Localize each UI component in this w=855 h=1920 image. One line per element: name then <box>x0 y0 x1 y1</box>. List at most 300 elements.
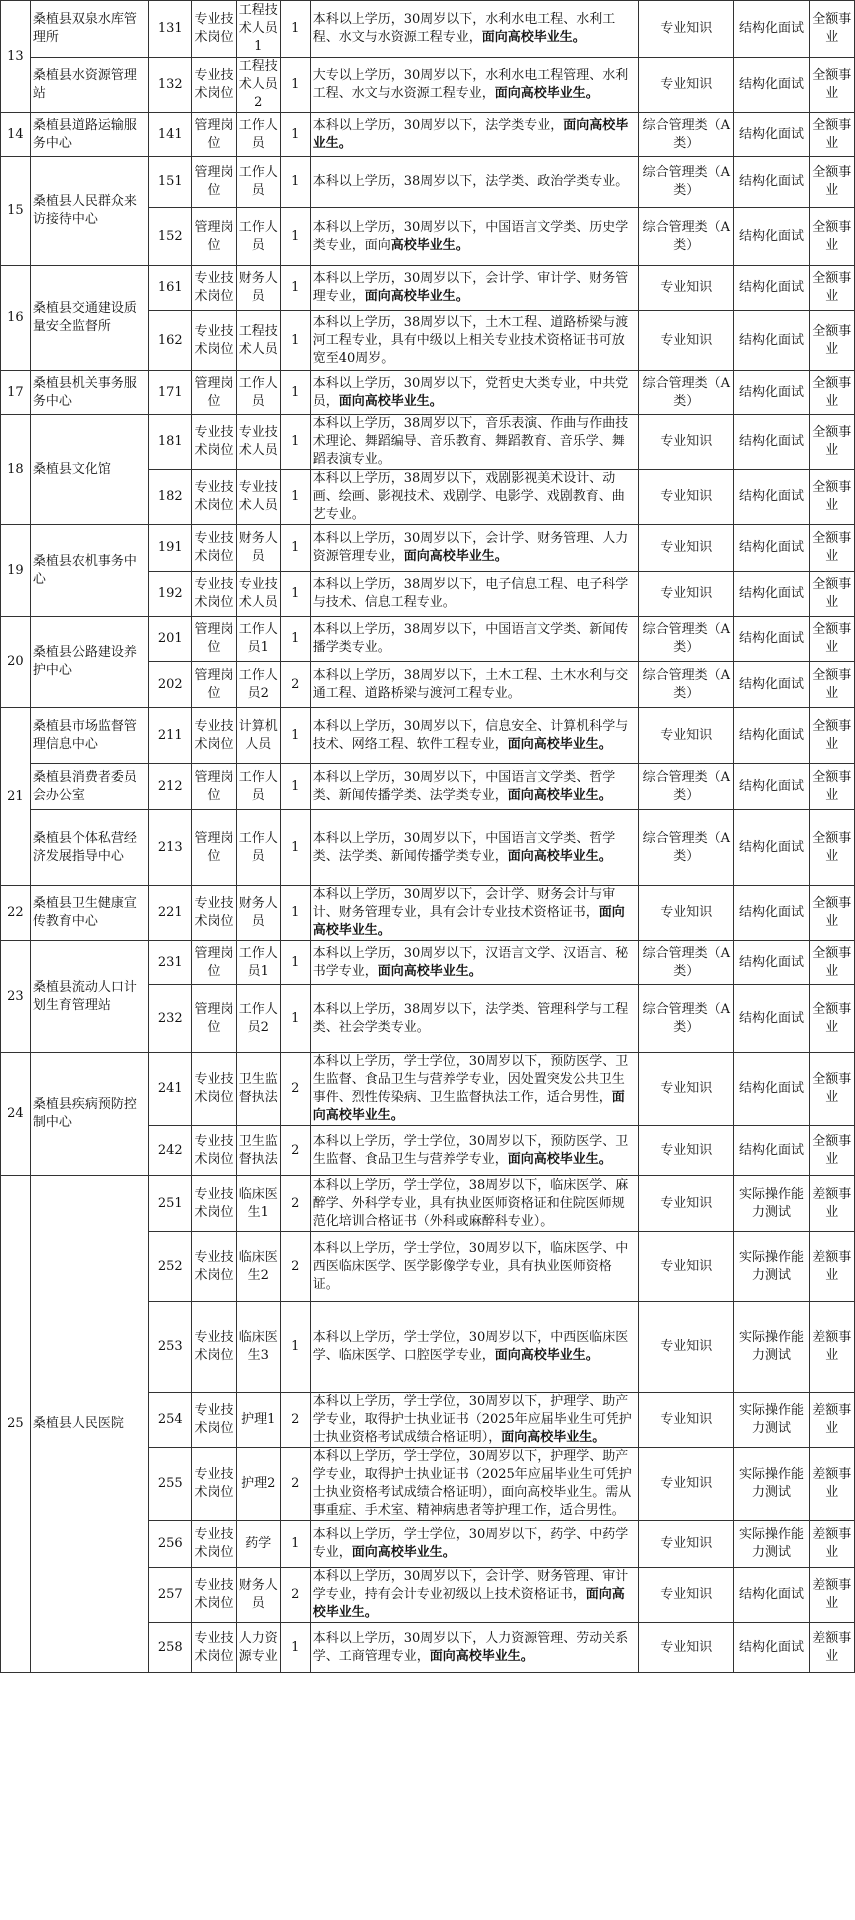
funding-type-cell: 全额事业 <box>809 1 854 58</box>
position-code-cell: 231 <box>149 941 192 985</box>
headcount-cell: 1 <box>280 58 310 113</box>
exam-subject-cell: 综合管理类（A 类） <box>639 113 734 157</box>
exam-subject-cell: 综合管理类（A 类） <box>639 157 734 208</box>
requirements-text: 本科以上学历，30周岁以下，党哲史大类专业，中共党员， <box>312 375 629 409</box>
interview-method-cell: 结构化面试 <box>734 113 809 157</box>
exam-subject-cell: 专业知识 <box>639 311 734 371</box>
requirements-text: 大专以上学历，30周岁以下，水利水电工程管理、水利工程、水文与水资源工程专业， <box>312 68 629 101</box>
position-name-cell: 护理1 <box>236 1393 280 1448</box>
requirements-cell <box>310 1393 639 1448</box>
headcount-cell: 1 <box>280 525 310 572</box>
requirements-emphasis: 面向高校毕业生。 <box>501 1430 606 1445</box>
table-row <box>1 415 855 470</box>
unit-name-cell: 桑植县文化馆 <box>30 415 148 525</box>
exam-subject-cell: 专业知识 <box>639 1623 734 1673</box>
requirements-emphasis: 面向高校毕业生。 <box>312 1090 625 1123</box>
requirements-emphasis: 面向高校毕业生。 <box>429 1648 534 1664</box>
requirements-cell <box>310 208 639 266</box>
position-name-cell: 工作人员1 <box>236 617 280 662</box>
requirements-emphasis: 面向高校毕业生。 <box>507 736 612 752</box>
requirements-emphasis: 面向高校毕业生。 <box>338 393 443 409</box>
unit-name-cell: 桑植县道路运输服务中心 <box>30 113 148 157</box>
requirements-text: 本科以上学历，30周岁以下，法学类专业， <box>312 117 564 133</box>
requirements-text: 本科以上学历，30周岁以下，中国语言文学类、哲学类、法学类、新闻传播学类专业， <box>312 830 616 864</box>
headcount-cell: 2 <box>280 1393 310 1448</box>
group-number-cell: 20 <box>1 617 31 708</box>
table-row <box>1 113 855 157</box>
group-number-cell: 13 <box>1 1 31 113</box>
position-name-cell: 工作人员 <box>236 764 280 810</box>
position-category-cell: 管理岗位 <box>192 810 236 886</box>
position-code-cell: 162 <box>149 311 192 371</box>
position-category-cell: 专业技术岗位 <box>192 415 236 470</box>
requirements-cell <box>310 941 639 985</box>
headcount-cell: 1 <box>280 113 310 157</box>
requirements-text: 本科以上学历，30周岁以下，信息安全、计算机科学与技术、网络工程、软件工程专业， <box>312 718 629 752</box>
position-name-cell: 工作人员2 <box>236 985 280 1053</box>
interview-method-cell: 结构化面试 <box>734 662 809 708</box>
headcount-cell: 1 <box>280 886 310 941</box>
requirements-cell <box>310 1302 639 1393</box>
exam-subject-cell: 专业知识 <box>639 1521 734 1568</box>
position-name-cell: 工作人员2 <box>236 662 280 708</box>
group-number-cell: 19 <box>1 525 31 617</box>
position-category-cell: 专业技术岗位 <box>192 572 236 617</box>
interview-method-cell: 结构化面试 <box>734 985 809 1053</box>
position-category-cell: 专业技术岗位 <box>192 58 236 113</box>
requirements-text: 本科以上学历，学士学位，30周岁以下，护理学、助产学专业，取得护士执业证书（2025年应届毕业生可凭护士执业资格考试成绩合格证明）， <box>312 1394 632 1445</box>
requirements-cell <box>310 1176 639 1232</box>
funding-type-cell: 全额事业 <box>809 58 854 113</box>
position-code-cell: 211 <box>149 708 192 764</box>
position-name-cell: 工作人员1 <box>236 941 280 985</box>
interview-method-cell: 实际操作能力测试 <box>734 1176 809 1232</box>
interview-method-cell: 结构化面试 <box>734 311 809 371</box>
headcount-cell: 1 <box>280 764 310 810</box>
requirements-text: 本科以上学历，38周岁以下，土木工程、道路桥梁与渡河工程专业，具有中级以上相关专业技术资格证书可放宽至40周岁。 <box>312 314 629 366</box>
position-code-cell: 202 <box>149 662 192 708</box>
funding-type-cell: 全额事业 <box>809 941 854 985</box>
requirements-text: 本科以上学历，38周岁以下，土木工程、土木水利与交通工程、道路桥梁与渡河工程专业。 <box>312 667 629 701</box>
position-name-cell: 专业技术人员 <box>236 415 280 470</box>
requirements-cell <box>310 617 639 662</box>
requirements-text: 本科以上学历，30周岁以下，中国语言文学类、哲学类、新闻传播学类、法学类专业， <box>312 769 616 803</box>
interview-method-cell: 实际操作能力测试 <box>734 1302 809 1393</box>
exam-subject-cell: 专业知识 <box>639 470 734 525</box>
interview-method-cell: 结构化面试 <box>734 617 809 662</box>
funding-type-cell: 全额事业 <box>809 311 854 371</box>
position-category-cell: 专业技术岗位 <box>192 1176 236 1232</box>
funding-type-cell: 全额事业 <box>809 617 854 662</box>
position-code-cell: 257 <box>149 1568 192 1623</box>
interview-method-cell: 结构化面试 <box>734 157 809 208</box>
position-code-cell: 191 <box>149 525 192 572</box>
table-row <box>1 1 855 58</box>
requirements-emphasis: 面向高校毕业生。 <box>312 117 629 151</box>
position-name-cell: 财务人员 <box>236 266 280 311</box>
position-category-cell: 专业技术岗位 <box>192 1302 236 1393</box>
position-category-cell: 管理岗位 <box>192 208 236 266</box>
position-category-cell: 专业技术岗位 <box>192 266 236 311</box>
requirements-cell <box>310 371 639 415</box>
funding-type-cell: 全额事业 <box>809 985 854 1053</box>
headcount-cell: 1 <box>280 157 310 208</box>
table-row <box>1 58 855 113</box>
interview-method-cell: 结构化面试 <box>734 708 809 764</box>
unit-name-cell: 桑植县流动人口计划生育管理站 <box>30 941 148 1053</box>
table-row <box>1 157 855 208</box>
funding-type-cell: 全额事业 <box>809 1126 854 1176</box>
requirements-text: 本科以上学历，38周岁以下，戏剧影视美术设计、动画、绘画、影视技术、戏剧学、电影学、戏剧教育、曲艺专业。 <box>312 471 625 522</box>
position-code-cell: 132 <box>149 58 192 113</box>
interview-method-cell: 结构化面试 <box>734 810 809 886</box>
unit-name-cell: 桑植县公路建设养护中心 <box>30 617 148 708</box>
position-category-cell: 管理岗位 <box>192 662 236 708</box>
position-category-cell: 专业技术岗位 <box>192 525 236 572</box>
funding-type-cell: 全额事业 <box>809 266 854 311</box>
funding-type-cell: 全额事业 <box>809 764 854 810</box>
headcount-cell: 1 <box>280 415 310 470</box>
position-code-cell: 258 <box>149 1623 192 1673</box>
exam-subject-cell: 综合管理类（A 类） <box>639 764 734 810</box>
unit-name-cell: 桑植县人民群众来访接待中心 <box>30 157 148 266</box>
requirements-text: 本科以上学历，38周岁以下，音乐表演、作曲与作曲技术理论、舞蹈编导、音乐教育、舞蹈教育、音乐学、舞蹈表演专业。 <box>312 416 629 467</box>
group-number-cell: 22 <box>1 886 31 941</box>
position-code-cell: 151 <box>149 157 192 208</box>
requirements-emphasis: 面向高校毕业生。 <box>351 1545 456 1560</box>
exam-subject-cell: 专业知识 <box>639 1568 734 1623</box>
position-name-cell: 临床医生3 <box>236 1302 280 1393</box>
requirements-cell <box>310 58 639 113</box>
requirements-text: 本科以上学历，学士学位，30周岁以下，中西医临床医学、临床医学、口腔医学专业， <box>312 1330 629 1363</box>
requirements-text: 本科以上学历，38周岁以下，中国语言文学类、新闻传播学类专业。 <box>312 622 629 655</box>
exam-subject-cell: 专业知识 <box>639 415 734 470</box>
position-code-cell: 161 <box>149 266 192 311</box>
interview-method-cell: 结构化面试 <box>734 470 809 525</box>
exam-subject-cell: 综合管理类（A 类） <box>639 371 734 415</box>
requirements-text: 本科以上学历，30周岁以下，人力资源管理、劳动关系学、工商管理专业， <box>312 1630 629 1664</box>
position-code-cell: 242 <box>149 1126 192 1176</box>
position-code-cell: 253 <box>149 1302 192 1393</box>
funding-type-cell: 全额事业 <box>809 572 854 617</box>
position-category-cell: 专业技术岗位 <box>192 1448 236 1521</box>
position-category-cell: 专业技术岗位 <box>192 886 236 941</box>
position-name-cell: 工程技术人员1 <box>236 1 280 58</box>
position-category-cell: 管理岗位 <box>192 985 236 1053</box>
interview-method-cell: 结构化面试 <box>734 886 809 941</box>
funding-type-cell: 差额事业 <box>809 1448 854 1521</box>
unit-name-cell: 桑植县双泉水库管理所 <box>30 1 148 58</box>
unit-name-cell: 桑植县农机事务中心 <box>30 525 148 617</box>
position-name-cell: 人力资源专业 <box>236 1623 280 1673</box>
headcount-cell: 1 <box>280 708 310 764</box>
exam-subject-cell: 专业知识 <box>639 1232 734 1302</box>
requirements-text: 本科以上学历，30周岁以下，汉语言文学、汉语言、秘书学专业， <box>312 945 629 979</box>
funding-type-cell: 差额事业 <box>809 1521 854 1568</box>
funding-type-cell: 差额事业 <box>809 1623 854 1673</box>
exam-subject-cell: 专业知识 <box>639 1393 734 1448</box>
position-name-cell: 财务人员 <box>236 525 280 572</box>
requirements-text: 本科以上学历，学士学位，30周岁以下，临床医学、中西医临床医学、医学影像学专业，具有执业医师资格证。 <box>312 1240 629 1292</box>
table-body <box>1 1 855 1673</box>
interview-method-cell: 结构化面试 <box>734 1 809 58</box>
requirements-emphasis: 面向高校毕业生。 <box>312 905 625 938</box>
requirements-text: 本科以上学历，38周岁以下，法学类、管理科学与工程类、社会学类专业。 <box>312 1001 629 1035</box>
position-code-cell: 181 <box>149 415 192 470</box>
requirements-emphasis: 面向高校毕业生。 <box>507 1151 612 1167</box>
exam-subject-cell: 专业知识 <box>639 1 734 58</box>
position-name-cell: 卫生监督执法 <box>236 1126 280 1176</box>
requirements-cell <box>310 1521 639 1568</box>
requirements-emphasis: 高校毕业生。 <box>390 237 469 253</box>
requirements-text: 本科以上学历，30周岁以下，会计学、审计学、财务管理专业， <box>312 271 629 304</box>
position-name-cell: 临床医生1 <box>236 1176 280 1232</box>
exam-subject-cell: 综合管理类（A 类） <box>639 810 734 886</box>
position-code-cell: 213 <box>149 810 192 886</box>
interview-method-cell: 结构化面试 <box>734 208 809 266</box>
unit-name-cell: 桑植县疾病预防控制中心 <box>30 1053 148 1176</box>
headcount-cell: 1 <box>280 810 310 886</box>
requirements-cell <box>310 662 639 708</box>
position-code-cell: 251 <box>149 1176 192 1232</box>
funding-type-cell: 全额事业 <box>809 113 854 157</box>
position-category-cell: 专业技术岗位 <box>192 311 236 371</box>
position-name-cell: 工作人员 <box>236 208 280 266</box>
position-name-cell: 临床医生2 <box>236 1232 280 1302</box>
exam-subject-cell: 专业知识 <box>639 1176 734 1232</box>
position-category-cell: 专业技术岗位 <box>192 1232 236 1302</box>
group-number-cell: 23 <box>1 941 31 1053</box>
funding-type-cell: 差额事业 <box>809 1176 854 1232</box>
table-row <box>1 266 855 311</box>
position-category-cell: 管理岗位 <box>192 764 236 810</box>
exam-subject-cell: 专业知识 <box>639 1053 734 1126</box>
unit-name-cell: 桑植县卫生健康宣传教育中心 <box>30 886 148 941</box>
group-number-cell: 15 <box>1 157 31 266</box>
headcount-cell: 1 <box>280 208 310 266</box>
exam-subject-cell: 专业知识 <box>639 1126 734 1176</box>
unit-name-cell: 桑植县交通建设质量安全监督所 <box>30 266 148 371</box>
position-code-cell: 171 <box>149 371 192 415</box>
group-number-cell: 17 <box>1 371 31 415</box>
exam-subject-cell: 专业知识 <box>639 708 734 764</box>
position-category-cell: 专业技术岗位 <box>192 1 236 58</box>
headcount-cell: 1 <box>280 572 310 617</box>
unit-name-cell: 桑植县市场监督管理信息中心 <box>30 708 148 764</box>
interview-method-cell: 实际操作能力测试 <box>734 1393 809 1448</box>
exam-subject-cell: 综合管理类（A 类） <box>639 208 734 266</box>
funding-type-cell: 全额事业 <box>809 708 854 764</box>
funding-type-cell: 全额事业 <box>809 1053 854 1126</box>
interview-method-cell: 实际操作能力测试 <box>734 1521 809 1568</box>
table-row <box>1 941 855 985</box>
interview-method-cell: 结构化面试 <box>734 58 809 113</box>
headcount-cell: 2 <box>280 1568 310 1623</box>
interview-method-cell: 结构化面试 <box>734 525 809 572</box>
group-number-cell: 21 <box>1 708 31 886</box>
position-code-cell: 201 <box>149 617 192 662</box>
interview-method-cell: 结构化面试 <box>734 415 809 470</box>
requirements-emphasis: 面向高校毕业生。 <box>507 848 612 864</box>
position-category-cell: 管理岗位 <box>192 157 236 208</box>
position-code-cell: 256 <box>149 1521 192 1568</box>
position-code-cell: 255 <box>149 1448 192 1521</box>
position-code-cell: 254 <box>149 1393 192 1448</box>
table-row <box>1 764 855 810</box>
funding-type-cell: 全额事业 <box>809 415 854 470</box>
requirements-emphasis: 面向高校毕业生。 <box>494 1348 599 1363</box>
position-name-cell: 工程技术人员 <box>236 311 280 371</box>
interview-method-cell: 结构化面试 <box>734 1623 809 1673</box>
exam-subject-cell: 综合管理类（A 类） <box>639 985 734 1053</box>
requirements-cell <box>310 266 639 311</box>
requirements-cell <box>310 1232 639 1302</box>
funding-type-cell: 全额事业 <box>809 810 854 886</box>
requirements-text: 本科以上学历，学士学位，30周岁以下，预防医学、卫生监督、食品卫生与营养学专业，因处置突发公共卫生事件、烈性传染病、卫生监督执法工作，适合男性， <box>312 1054 629 1105</box>
position-category-cell: 管理岗位 <box>192 617 236 662</box>
headcount-cell: 2 <box>280 1448 310 1521</box>
requirements-emphasis: 面向高校毕业生。 <box>364 289 469 304</box>
exam-subject-cell: 专业知识 <box>639 525 734 572</box>
unit-name-cell: 桑植县消费者委员会办公室 <box>30 764 148 810</box>
headcount-cell: 1 <box>280 266 310 311</box>
exam-subject-cell: 综合管理类（A 类） <box>639 941 734 985</box>
position-code-cell: 241 <box>149 1053 192 1126</box>
exam-subject-cell: 综合管理类（A 类） <box>639 617 734 662</box>
requirements-cell <box>310 1126 639 1176</box>
headcount-cell: 2 <box>280 1053 310 1126</box>
position-name-cell: 工作人员 <box>236 810 280 886</box>
requirements-text: 本科以上学历，30周岁以下，中国语言文学类、历史学类专业，面向 <box>312 219 629 253</box>
funding-type-cell: 全额事业 <box>809 371 854 415</box>
headcount-cell: 1 <box>280 1302 310 1393</box>
requirements-emphasis: 面向高校毕业生。 <box>403 549 508 564</box>
position-category-cell: 专业技术岗位 <box>192 1521 236 1568</box>
interview-method-cell: 实际操作能力测试 <box>734 1448 809 1521</box>
funding-type-cell: 全额事业 <box>809 886 854 941</box>
interview-method-cell: 结构化面试 <box>734 1568 809 1623</box>
position-category-cell: 专业技术岗位 <box>192 1393 236 1448</box>
position-category-cell: 专业技术岗位 <box>192 470 236 525</box>
position-category-cell: 专业技术岗位 <box>192 1126 236 1176</box>
position-code-cell: 182 <box>149 470 192 525</box>
headcount-cell: 1 <box>280 617 310 662</box>
position-category-cell: 专业技术岗位 <box>192 708 236 764</box>
requirements-cell <box>310 415 639 470</box>
table-row <box>1 525 855 572</box>
position-name-cell: 计算机人员 <box>236 708 280 764</box>
funding-type-cell: 差额事业 <box>809 1232 854 1302</box>
position-code-cell: 141 <box>149 113 192 157</box>
table-row <box>1 810 855 886</box>
position-code-cell: 192 <box>149 572 192 617</box>
position-name-cell: 专业技术人员 <box>236 572 280 617</box>
requirements-text: 本科以上学历，38周岁以下，法学类、政治学类专业。 <box>312 174 629 189</box>
requirements-text: 本科以上学历，30周岁以下，会计学、财务管理、审计学专业，持有会计专业初级以上技术资格证书， <box>312 1569 629 1602</box>
funding-type-cell: 全额事业 <box>809 470 854 525</box>
requirements-emphasis: 面向高校毕业生。 <box>494 86 599 101</box>
requirements-cell <box>310 764 639 810</box>
group-number-cell: 14 <box>1 113 31 157</box>
requirements-text: 本科以上学历，38周岁以下，电子信息工程、电子科学与技术、信息工程专业。 <box>312 577 629 610</box>
position-name-cell: 专业技术人员 <box>236 470 280 525</box>
position-code-cell: 131 <box>149 1 192 58</box>
position-category-cell: 专业技术岗位 <box>192 1568 236 1623</box>
position-category-cell: 管理岗位 <box>192 941 236 985</box>
headcount-cell: 2 <box>280 1126 310 1176</box>
requirements-text: 本科以上学历，30周岁以下，会计学、财务管理、人力资源管理专业， <box>312 531 629 564</box>
requirements-text: 本科以上学历，30周岁以下，水利水电工程、水利工程、水文与水资源工程专业， <box>312 12 616 45</box>
requirements-cell <box>310 311 639 371</box>
requirements-text: 本科以上学历，学士学位，30周岁以下，药学、中药学专业， <box>312 1527 629 1560</box>
requirements-cell <box>310 1053 639 1126</box>
requirements-cell <box>310 1623 639 1673</box>
table-row <box>1 886 855 941</box>
funding-type-cell: 全额事业 <box>809 208 854 266</box>
interview-method-cell: 结构化面试 <box>734 941 809 985</box>
exam-subject-cell: 专业知识 <box>639 886 734 941</box>
interview-method-cell: 结构化面试 <box>734 1126 809 1176</box>
group-number-cell: 24 <box>1 1053 31 1176</box>
requirements-cell <box>310 1 639 58</box>
requirements-emphasis: 面向高校毕业生。 <box>481 30 586 45</box>
headcount-cell: 1 <box>280 985 310 1053</box>
requirements-emphasis: 面向高校毕业生。 <box>377 963 482 979</box>
funding-type-cell: 全额事业 <box>809 157 854 208</box>
position-name-cell: 护理2 <box>236 1448 280 1521</box>
position-name-cell: 工作人员 <box>236 113 280 157</box>
requirements-text: 本科以上学历，学士学位，30周岁以下，预防医学、卫生监督、食品卫生与营养学专业， <box>312 1133 629 1167</box>
requirements-cell <box>310 572 639 617</box>
requirements-emphasis: 面向高校毕业生。 <box>507 787 612 803</box>
exam-subject-cell: 专业知识 <box>639 1302 734 1393</box>
group-number-cell: 16 <box>1 266 31 371</box>
headcount-cell: 2 <box>280 662 310 708</box>
exam-subject-cell: 综合管理类（A 类） <box>639 662 734 708</box>
exam-subject-cell: 专业知识 <box>639 572 734 617</box>
unit-name-cell: 桑植县个体私营经济发展指导中心 <box>30 810 148 886</box>
position-category-cell: 管理岗位 <box>192 113 236 157</box>
requirements-cell <box>310 113 639 157</box>
position-name-cell: 卫生监督执法 <box>236 1053 280 1126</box>
funding-type-cell: 差额事业 <box>809 1568 854 1623</box>
funding-type-cell: 全额事业 <box>809 525 854 572</box>
position-code-cell: 232 <box>149 985 192 1053</box>
table-row <box>1 371 855 415</box>
requirements-cell <box>310 1568 639 1623</box>
headcount-cell: 2 <box>280 1232 310 1302</box>
position-name-cell: 药学 <box>236 1521 280 1568</box>
position-name-cell: 财务人员 <box>236 886 280 941</box>
position-name-cell: 工作人员 <box>236 157 280 208</box>
group-number-cell: 18 <box>1 415 31 525</box>
table-row <box>1 1053 855 1126</box>
requirements-cell <box>310 157 639 208</box>
requirements-text: 本科以上学历，学士学位，38周岁以下，临床医学、麻醉学、外科学专业，具有执业医师资格证和住院医师规范化培训合格证书（外科或麻醉科专业）。 <box>312 1177 629 1229</box>
headcount-cell: 1 <box>280 1 310 58</box>
headcount-cell: 1 <box>280 470 310 525</box>
position-code-cell: 221 <box>149 886 192 941</box>
position-code-cell: 252 <box>149 1232 192 1302</box>
position-category-cell: 管理岗位 <box>192 371 236 415</box>
unit-name-cell: 桑植县水资源管理站 <box>30 58 148 113</box>
interview-method-cell: 结构化面试 <box>734 1053 809 1126</box>
funding-type-cell: 差额事业 <box>809 1393 854 1448</box>
exam-subject-cell: 专业知识 <box>639 1448 734 1521</box>
exam-subject-cell: 专业知识 <box>639 58 734 113</box>
group-number-cell: 25 <box>1 1176 31 1673</box>
funding-type-cell: 差额事业 <box>809 1302 854 1393</box>
